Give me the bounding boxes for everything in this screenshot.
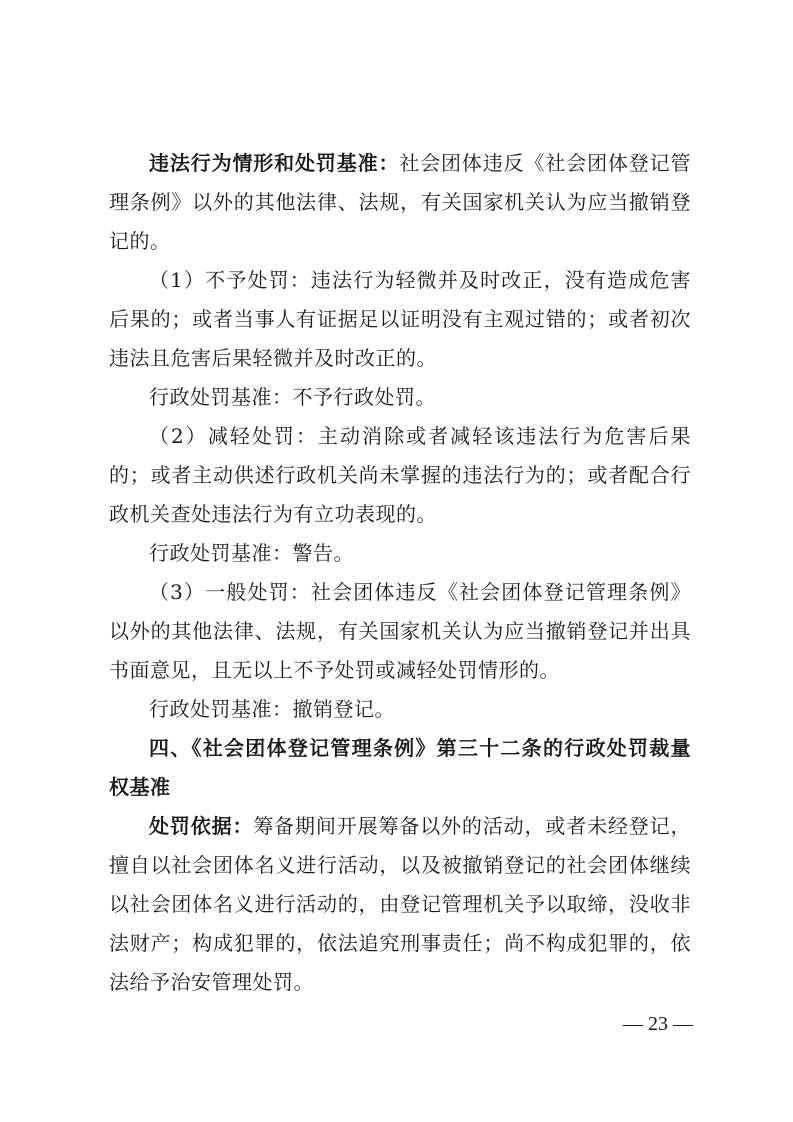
- paragraph-text: 行政处罚基准：撤销登记。: [149, 697, 395, 721]
- paragraph-no-penalty: [109, 261, 691, 378]
- paragraph-no-penalty-standard: [109, 378, 691, 417]
- paragraph-text: 社会团体违反《社会团体登记管理条例》以外的其他法律、法规，有关国家机关认为应当撤销登记的。: [109, 151, 692, 253]
- paragraph-text: 行政处罚基准：警告。: [149, 541, 354, 565]
- paragraph-general-penalty-standard: [109, 690, 691, 729]
- paragraph-text: 行政处罚基准：不予行政处罚。: [149, 385, 436, 409]
- paragraph-general-penalty: [109, 573, 691, 690]
- paragraph-reduced-penalty: [109, 417, 691, 534]
- paragraph-text: （3）一般处罚：社会团体违反《社会团体登记管理条例》以外的其他法律、法规，有关国家机关认为应当撤销登记并出具书面意见，且无以上不予处罚或减轻处罚情形的。: [109, 580, 691, 682]
- paragraph-reduced-penalty-standard: [109, 534, 691, 573]
- paragraph-text: （1）不予处罚：违法行为轻微并及时改正，没有造成危害后果的；或者当事人有证据足以证明没有主观过错的；或者初次违法且危害后果轻微并及时改正的。: [109, 268, 691, 370]
- paragraph-text: （2）减轻处罚：主动消除或者减轻该违法行为危害后果的；或者主动供述行政机关尚未掌握的违法行为的；或者配合行政机关查处违法行为有立功表现的。: [109, 424, 691, 526]
- section-heading: 四、《社会团体登记管理条例》第三十二条的行政处罚裁量权基准: [109, 736, 691, 799]
- paragraph-text: 筹备期间开展筹备以外的活动，或者未经登记，擅自以社会团体名义进行活动，以及被撤销登记的社会团体继续以社会团体名义进行活动的，由登记管理机关予以取缔，没收非法财产；构成犯罪的，依法追究刑事责任；尚不构成犯罪的，依法给予治安管理处罚。: [109, 814, 692, 994]
- paragraph-violation-circumstances: [109, 144, 691, 261]
- paragraph-penalty-basis: [109, 807, 691, 1002]
- body-text: [109, 144, 691, 1002]
- page-number: — 23 —: [623, 1013, 693, 1035]
- paragraph-label: 违法行为情形和处罚基准：: [149, 151, 400, 175]
- paragraph-label: 处罚依据：: [149, 814, 254, 838]
